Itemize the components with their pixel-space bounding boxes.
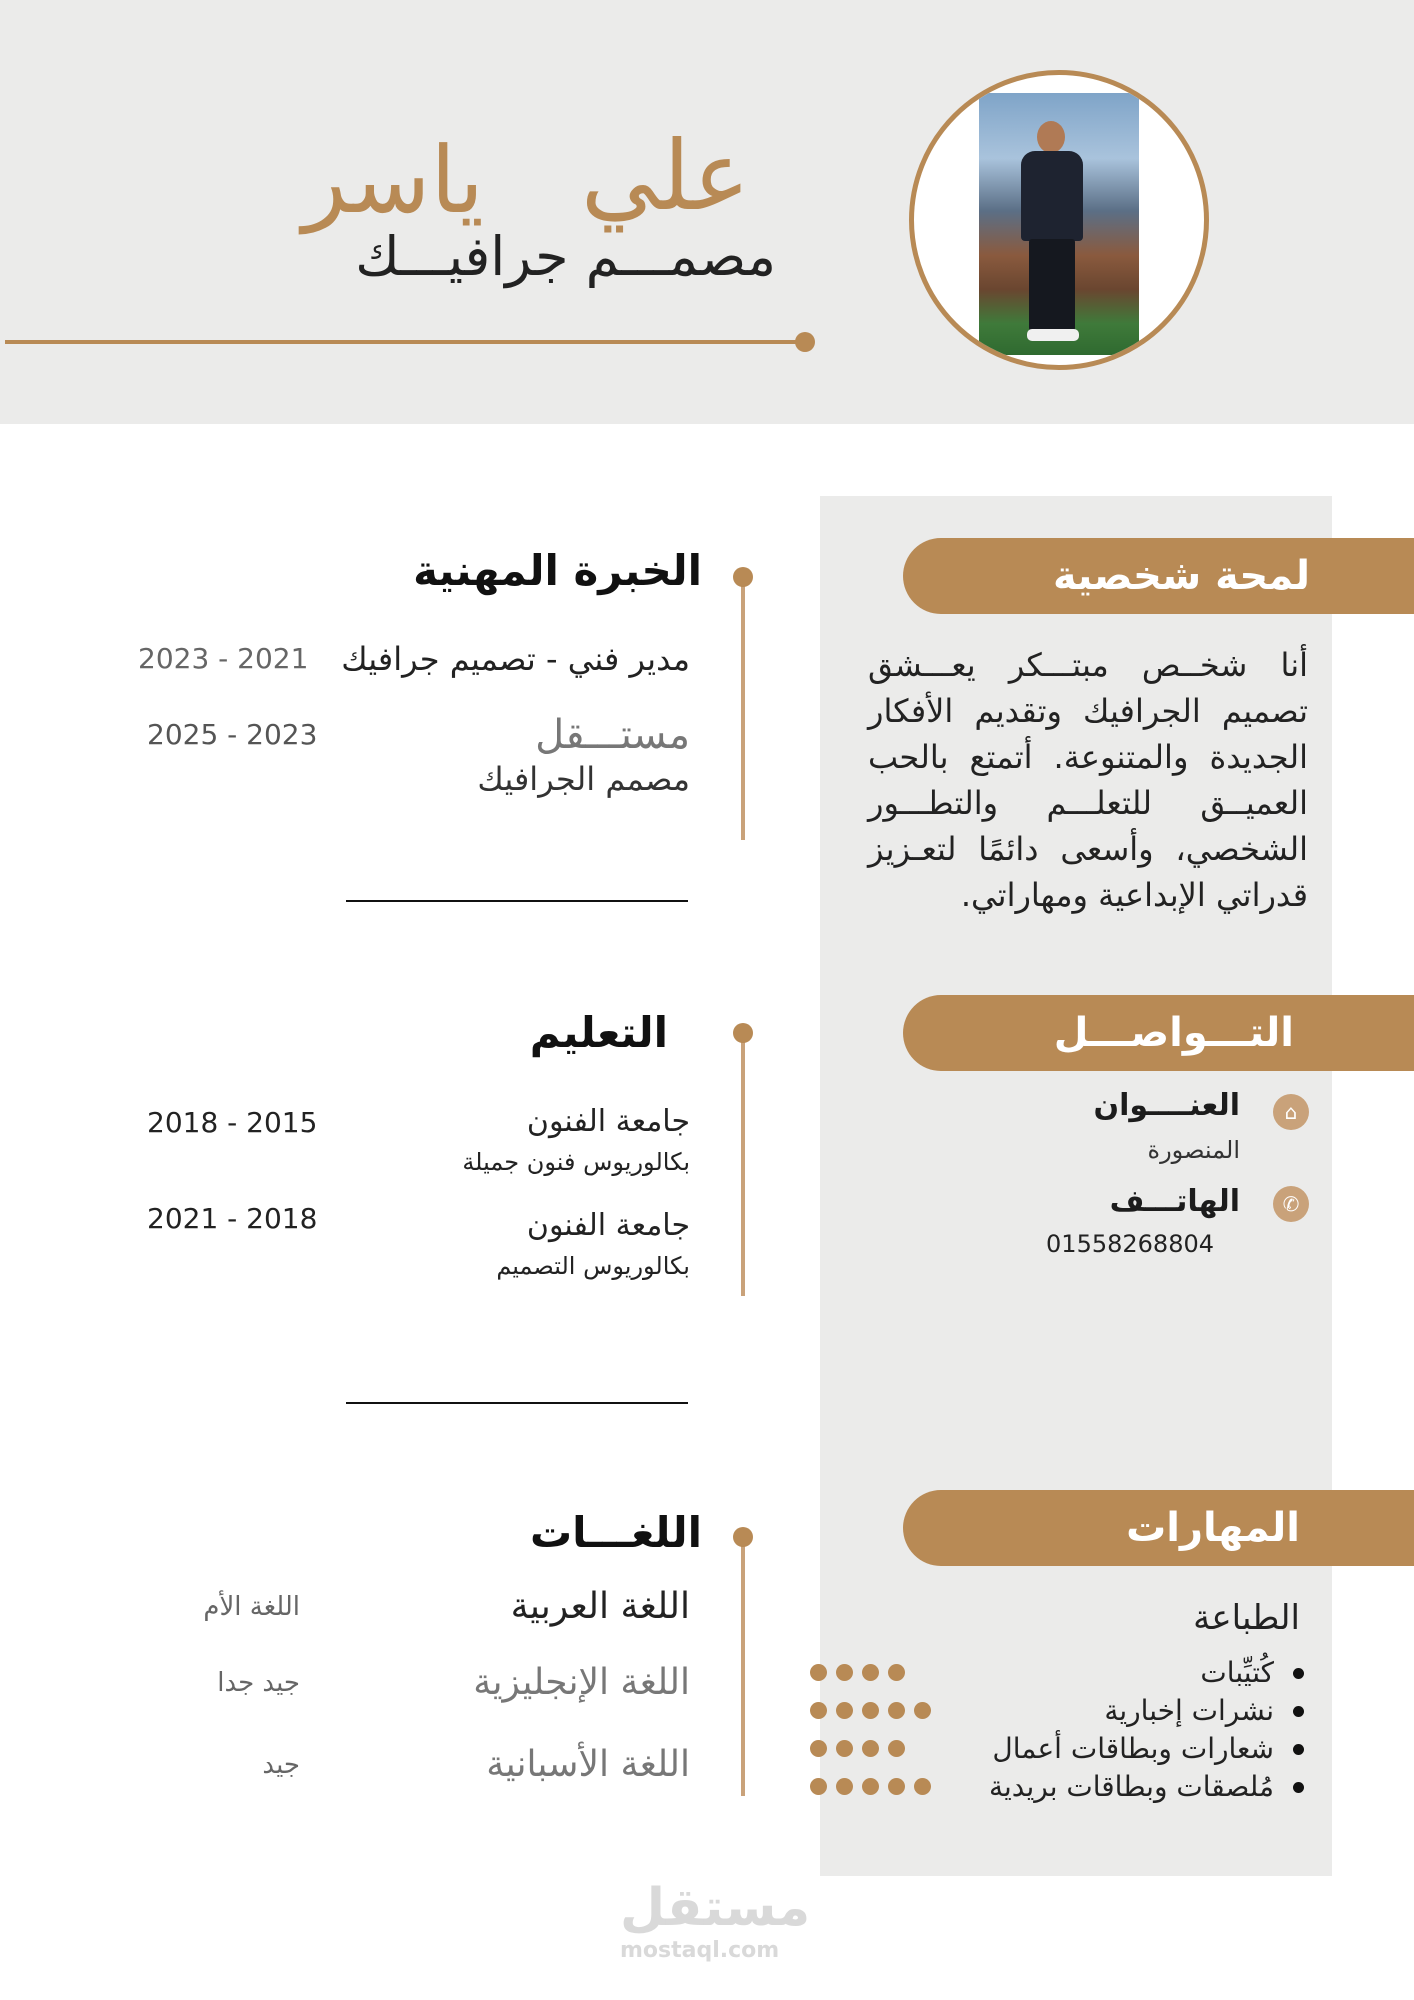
education-school: جامعة الفنون (526, 1208, 690, 1243)
rating-dot (914, 1778, 931, 1795)
address-value: المنصورة (1147, 1136, 1240, 1164)
experience-timeline-dot (733, 567, 753, 587)
rating-dot (888, 1664, 905, 1681)
skill-label: كُتيِّبات (1200, 1656, 1274, 1689)
rating-dot (810, 1740, 827, 1757)
about-text: أنا شخــص مبتـــكر يعـــشق تصميم الجرافيك وتقديم الأفكار الجديدة والمتنوعة. أتمتع بالحب العميــق للتعلـــم والتطـــور الشخصي، وأسعى دائمًا لتعـزيز قدراتي الإبداعية ومهاراتي. (868, 646, 1308, 914)
rating-dot (888, 1778, 905, 1795)
section-divider (346, 900, 688, 902)
job-title: مصمـــم جرافيـــك (355, 225, 776, 288)
skill-rating (810, 1702, 931, 1719)
person-legs (1029, 239, 1075, 331)
skill-rating (810, 1740, 905, 1757)
skill-label: نشرات إخبارية (1104, 1694, 1274, 1727)
skill-rating (810, 1664, 905, 1681)
contact-heading: التـــواصـــل (903, 995, 1414, 1071)
person-shoes (1027, 329, 1079, 341)
rating-dot (810, 1778, 827, 1795)
education-dates: 2018 - 2015 (147, 1106, 318, 1139)
rating-dot (914, 1702, 931, 1719)
experience-dates: 2025 - 2023 (147, 718, 318, 751)
education-dates: 2021 - 2018 (147, 1202, 318, 1235)
last-name: ياسر (302, 127, 484, 234)
bullet (1293, 1668, 1304, 1679)
skill-item (888, 1656, 1308, 1692)
education-degree: بكالوريوس التصميم (496, 1252, 690, 1280)
rating-dot (836, 1702, 853, 1719)
watermark-url: mostaql.com (620, 1938, 780, 1963)
bullet (1293, 1706, 1304, 1717)
experience-role: مستـــقل (535, 712, 690, 758)
experience-timeline (741, 578, 745, 840)
skill-label: مُلصقات وبطاقات بريدية (988, 1770, 1274, 1803)
home-icon: ⌂ (1273, 1094, 1309, 1130)
languages-timeline-dot (733, 1527, 753, 1547)
skill-item (888, 1770, 1308, 1806)
bullet (1293, 1744, 1304, 1755)
rating-dot (888, 1702, 905, 1719)
language-name: اللغة الإنجليزية (473, 1662, 690, 1703)
rating-dot (836, 1740, 853, 1757)
person-body (1021, 151, 1083, 241)
rating-dot (862, 1778, 879, 1795)
languages-timeline (741, 1536, 745, 1796)
rating-dot (888, 1740, 905, 1757)
education-timeline-dot (733, 1023, 753, 1043)
skill-rating (810, 1778, 931, 1795)
languages-title: اللغـــات (529, 1508, 702, 1557)
education-timeline (741, 1040, 745, 1296)
rating-dot (836, 1778, 853, 1795)
rating-dot (836, 1664, 853, 1681)
language-name: اللغة العربية (510, 1586, 690, 1627)
education-school: جامعة الفنون (526, 1104, 690, 1139)
language-level: جيد جدا (217, 1668, 300, 1698)
watermark-logo: مستقل (620, 1878, 811, 1938)
bullet (1293, 1782, 1304, 1793)
header-divider-dot (795, 332, 815, 352)
rating-dot (862, 1740, 879, 1757)
phone-label: الهاتـــف (1109, 1184, 1240, 1219)
education-degree: بكالوريوس فنون جميلة (462, 1148, 690, 1176)
experience-role: مدير فني - تصميم جرافيك (341, 640, 690, 678)
rating-dot (810, 1702, 827, 1719)
profile-photo (909, 70, 1209, 370)
language-name: اللغة الأسبانية (486, 1744, 690, 1785)
experience-title: الخبرة المهنية (413, 546, 702, 595)
address-label: العنــــوان (1093, 1088, 1240, 1123)
experience-role-detail: مصمم الجرافيك (477, 760, 690, 798)
language-level: اللغة الأم (203, 1592, 300, 1622)
skill-item (888, 1732, 1308, 1768)
experience-dates: 2023 - 2021 (138, 642, 309, 675)
photo-scene (979, 93, 1139, 355)
phone-icon: ✆ (1273, 1186, 1309, 1222)
skill-label: شعارات وبطاقات أعمال (992, 1732, 1274, 1765)
section-divider (346, 1402, 688, 1404)
skills-heading: المهارات (903, 1490, 1414, 1566)
about-heading: لمحة شخصية (903, 538, 1414, 614)
person-head (1037, 121, 1065, 153)
first-name: علي (580, 120, 750, 232)
rating-dot (810, 1664, 827, 1681)
education-title: التعليم (529, 1008, 668, 1057)
phone-value: 01558268804 (1046, 1230, 1214, 1258)
header-divider (5, 340, 805, 344)
rating-dot (862, 1702, 879, 1719)
language-level: جيد (262, 1750, 300, 1780)
rating-dot (862, 1664, 879, 1681)
skills-category: الطباعة (1193, 1598, 1300, 1638)
skill-item (888, 1694, 1308, 1730)
